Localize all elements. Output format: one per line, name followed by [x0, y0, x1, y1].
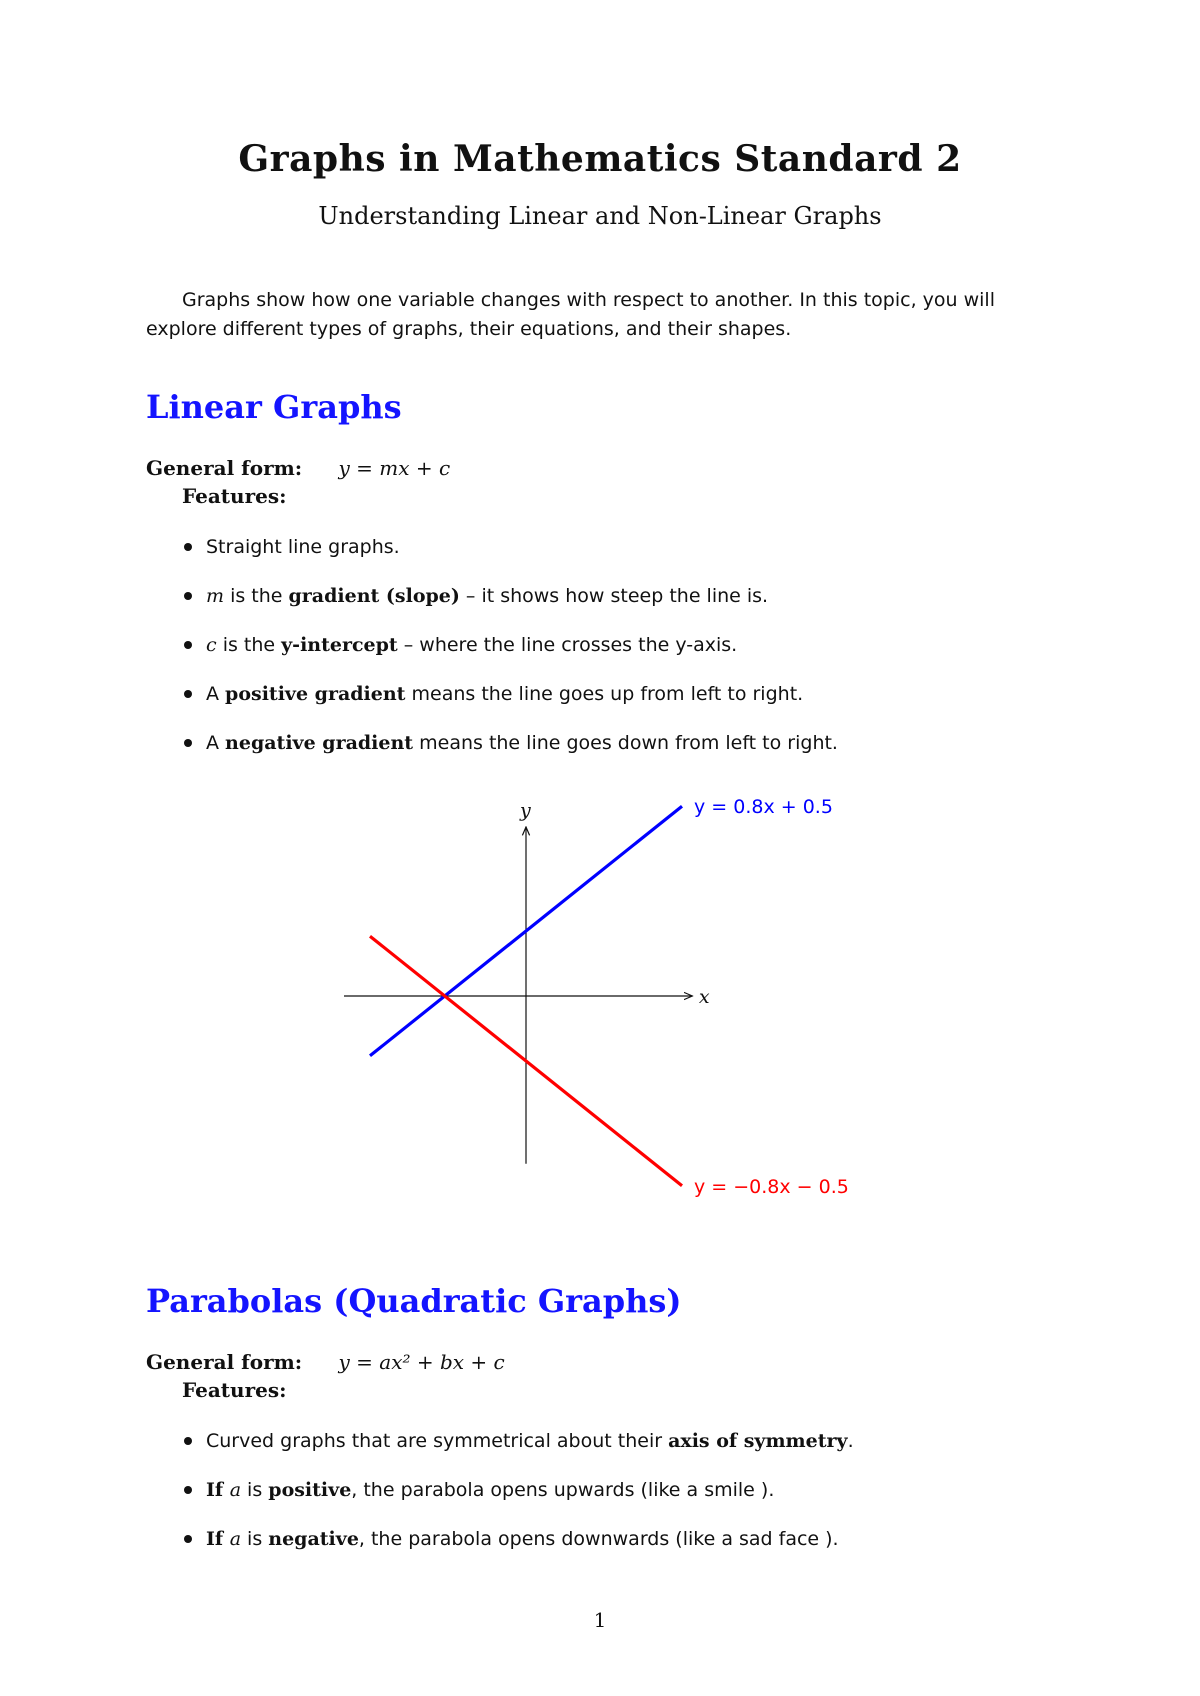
list-item — [182, 1428, 854, 1477]
document-subtitle: Understanding Linear and Non-Linear Graphs — [318, 202, 882, 230]
bullet-text: A — [206, 732, 226, 754]
bullet-text: , the parabola opens upwards (like a smile ). — [351, 1479, 775, 1501]
parabola-general-form — [146, 1350, 505, 1374]
general-form-label: General form: — [146, 1350, 303, 1374]
list-item — [182, 632, 838, 681]
quadratic-equation: y = ax² + bx + c — [338, 1350, 505, 1374]
document-title: Graphs in Mathematics Standard 2 — [238, 138, 962, 180]
bullet-bold-text: negative — [268, 1528, 359, 1550]
positive-line-label: y = 0.8x + 0.5 — [694, 796, 833, 819]
linear-general-form — [146, 456, 450, 480]
bullet-bold-text: axis of symmetry — [668, 1430, 848, 1452]
list-item — [182, 534, 838, 583]
list-item: If a is negative, the parabola opens downwards (like a sad face ). — [182, 1526, 854, 1575]
bullet-text: – where the line crosses the y-axis. — [397, 634, 738, 656]
bullet-text: , the parabola opens downwards (like a sad face ). — [358, 1528, 839, 1550]
bullet-bold-text: negative gradient — [225, 732, 414, 754]
y-axis-label: y — [520, 799, 531, 822]
bullet-text: – it shows how steep the line is. — [459, 585, 769, 607]
bullet-bold-text: y-intercept — [281, 634, 398, 656]
bullet-text: means the line goes up from left to right. — [405, 683, 804, 705]
intro-paragraph: Graphs show how one variable changes with respect to another. In this topic, you will explore different types of graphs, their equations, and their shapes. — [146, 289, 995, 340]
bullet-bold-text: gradient (slope) — [288, 585, 460, 607]
bullet-symbol: a — [229, 1528, 242, 1550]
x-axis-label: x — [698, 986, 710, 1008]
bullet-symbol: c — [206, 634, 217, 656]
bullet-text: is — [241, 1479, 269, 1501]
linear-graph-figure — [0, 780, 1200, 1200]
parabola-features-list — [182, 1428, 854, 1575]
list-item — [182, 583, 838, 632]
linear-features-label: Features: — [182, 484, 287, 508]
list-item: If a is positive, the parabola opens upwards (like a smile ). — [182, 1477, 854, 1526]
parabola-features-label: Features: — [182, 1378, 287, 1402]
negative-line-label: y = −0.8x − 0.5 — [694, 1175, 849, 1198]
bullet-bold-text: positive — [268, 1479, 352, 1501]
bullet-symbol: a — [229, 1479, 242, 1501]
bullet-text: Curved graphs that are symmetrical about their — [206, 1430, 669, 1452]
bullet-bold-text: positive gradient — [225, 683, 406, 705]
bullet-text: is the — [224, 585, 289, 607]
list-item — [182, 681, 838, 730]
bullet-text: A — [206, 683, 226, 705]
bullet-text: is — [241, 1528, 269, 1550]
linear-graphs-heading: Linear Graphs — [146, 388, 402, 426]
bullet-text: means the line goes down from left to right. — [413, 732, 838, 754]
bullet-text: Straight line graphs. — [206, 536, 400, 558]
bullet-symbol: m — [206, 585, 225, 607]
parabolas-heading: Parabolas (Quadratic Graphs) — [146, 1282, 682, 1320]
linear-equation: y = mx + c — [338, 456, 451, 480]
list-item — [182, 730, 838, 779]
bullet-text: . — [847, 1430, 854, 1452]
bullet-text: is the — [216, 634, 282, 656]
general-form-label: General form: — [146, 456, 303, 480]
linear-features-list — [182, 534, 838, 779]
page-number: 1 — [593, 1608, 607, 1632]
